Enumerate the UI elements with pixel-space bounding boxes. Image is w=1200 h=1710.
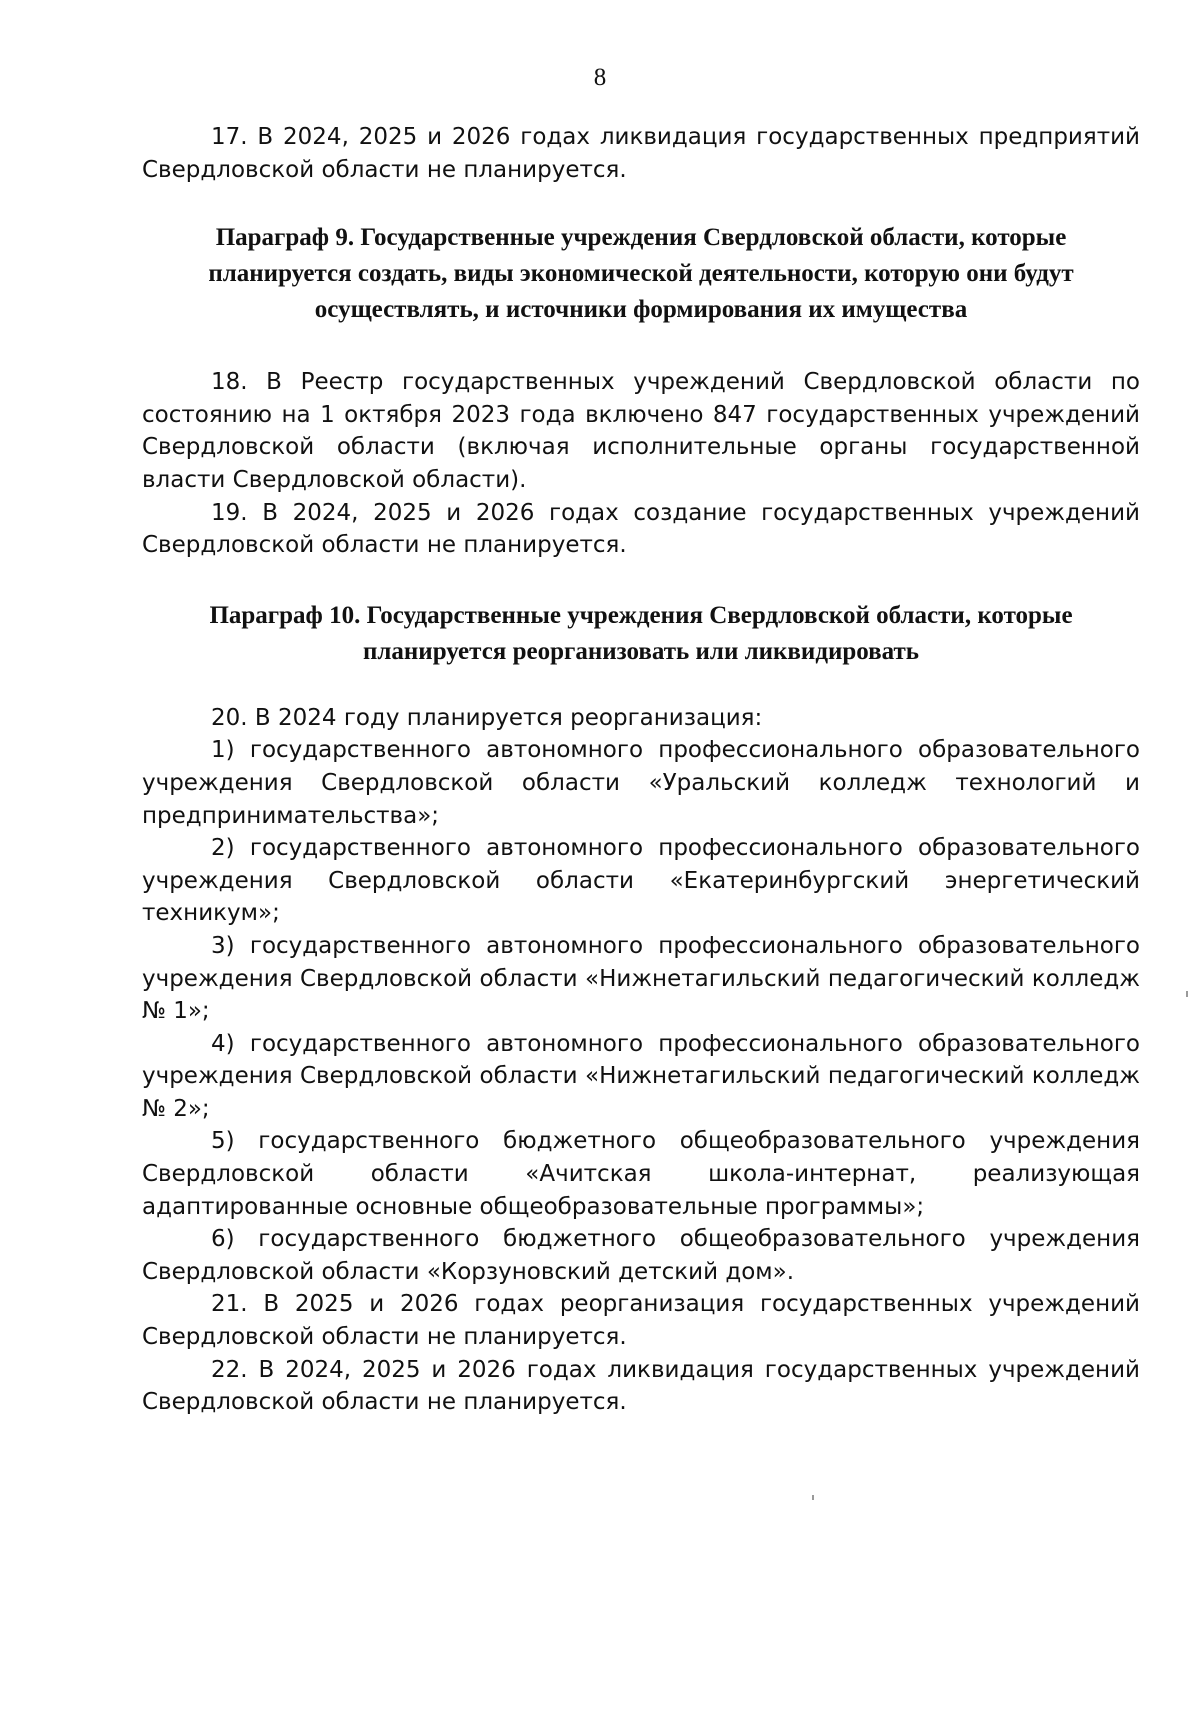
paragraph-20-item-2: 2) государственного автономного профессионального образовательного учреждения Свердловской области «Екатеринбургский энергетический техникум»; xyxy=(142,835,1140,927)
scan-speck-bottom xyxy=(812,1495,814,1500)
scan-speck-right xyxy=(1186,991,1188,997)
document-body xyxy=(142,121,1140,1419)
paragraph-19: 19. В 2024, 2025 и 2026 годах создание государственных учреждений Свердловской области не планируется. xyxy=(142,499,1140,559)
paragraph-17: 17. В 2024, 2025 и 2026 годах ликвидация государственных предприятий Свердловской области не планируется. xyxy=(142,124,1140,183)
paragraph-21: 21. В 2025 и 2026 годах реорганизация государственных учреждений Свердловской области не планируется. xyxy=(142,1291,1140,1351)
paragraph-22: 22. В 2024, 2025 и 2026 годах ликвидация государственных учреждений Свердловской области не планируется. xyxy=(142,1356,1140,1416)
paragraph-18: 18. В Реестр государственных учреждений Свердловской области по состоянию на 1 октября 2023 года включено 847 государственных учреждений Свердловской области (включая исполнительные органы государственной власти Свердловской области). xyxy=(142,369,1140,493)
paragraph-20-item-3: 3) государственного автономного профессионального образовательного учреждения Свердловской области «Нижнетагильский педагогический колледж № 1»; xyxy=(142,932,1140,1025)
paragraph-20-item-4: 4) государственного автономного профессионального образовательного учреждения Свердловской области «Нижнетагильский педагогический колледж № 2»; xyxy=(142,1030,1140,1122)
paragraph-20-item-1: 1) государственного автономного профессионального образовательного учреждения Свердловской области «Уральский колледж технологий и предпринимательства»; xyxy=(142,737,1140,829)
page-number: 8 xyxy=(593,64,607,91)
paragraph-20-item-6: 6) государственного бюджетного общеобразовательного учреждения Свердловской области «Корзуновский детский дом». xyxy=(142,1226,1140,1285)
paragraph-20: 20. В 2024 году планируется реорганизация: xyxy=(211,704,763,731)
heading-paragraph-10: Параграф 10. Государственные учреждения Свердловской области, которые планируется реорганизовать или ликвидировать xyxy=(209,601,1073,665)
paragraph-20-item-5: 5) государственного бюджетного общеобразовательного учреждения Свердловской области «Ачитская школа-интернат, реализующая адаптированные основные общеобразовательные программы»; xyxy=(142,1128,1140,1220)
heading-paragraph-9: Параграф 9. Государственные учреждения Свердловской области, которые планируется создать, виды экономической деятельности, которую они будут осуществлять, и источники формирования их имущества xyxy=(208,224,1074,324)
